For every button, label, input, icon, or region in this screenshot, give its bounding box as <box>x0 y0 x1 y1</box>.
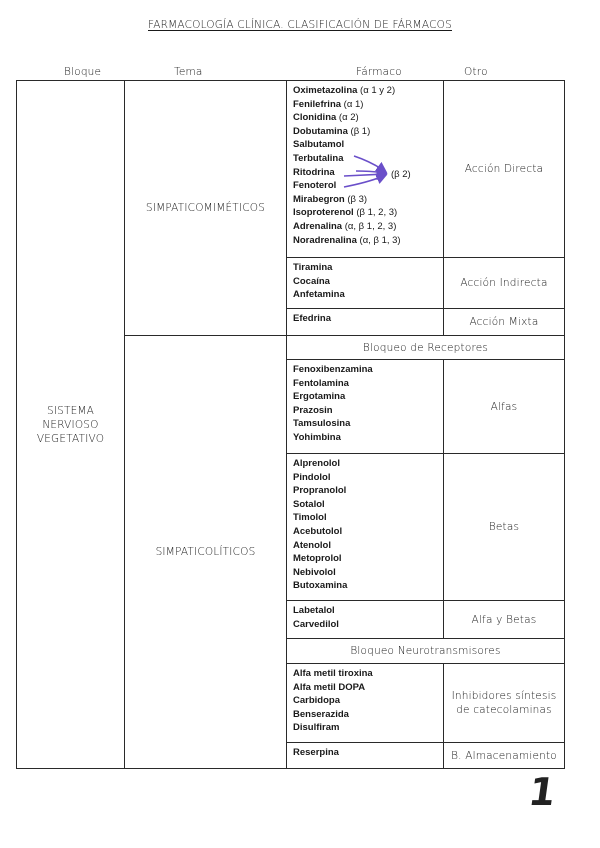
receptor-note: (β 1) <box>347 125 371 137</box>
drug-item <box>293 363 443 377</box>
otro-alfas: Alfas <box>444 360 565 454</box>
drug-item <box>293 431 443 445</box>
drug-item <box>293 552 443 566</box>
drug-name: Anfetamina <box>293 289 345 301</box>
drug-name: Sotalol <box>293 498 325 510</box>
receptor-note: (α 1 y 2) <box>357 85 396 96</box>
farmaco-cell-indirecta <box>287 258 444 309</box>
drug-item <box>293 98 443 112</box>
drug-item <box>293 206 443 220</box>
farmaco-cell-alfa-betas <box>287 601 444 639</box>
drug-item <box>293 417 443 431</box>
farmaco-cell-directa <box>287 81 444 258</box>
drug-item <box>293 377 443 391</box>
drug-name: Cocaína <box>293 275 330 287</box>
drug-item <box>293 694 443 708</box>
otro-alfa-y-betas: Alfa y Betas <box>444 601 565 639</box>
drug-name: Pindolol <box>293 471 331 483</box>
otro-accion-mixta: Acción Mixta <box>444 309 565 336</box>
drug-name: Oximetazolina <box>293 85 358 96</box>
drug-item <box>293 125 443 139</box>
drug-item <box>293 579 443 593</box>
otro-inhibidores-sintesis: Inhibidores síntesis de catecolaminas <box>444 664 565 743</box>
drug-item <box>293 404 443 418</box>
drug-item <box>293 681 443 695</box>
drug-name: Nebivolol <box>293 566 336 578</box>
drug-item <box>293 275 443 289</box>
column-header-tema: Tema <box>174 66 203 78</box>
drug-item <box>293 234 443 248</box>
drug-item <box>293 484 443 498</box>
drug-name: Alfa metil tiroxina <box>293 668 373 679</box>
drug-name: Ritodrina <box>293 166 335 178</box>
drug-name: Alfa metil DOPA <box>293 681 366 693</box>
drug-item <box>293 193 443 207</box>
column-header-bloque: Bloque <box>64 66 102 78</box>
column-header-farmaco: Fármaco <box>356 66 402 78</box>
drug-item <box>293 708 443 722</box>
drug-name: Atenolol <box>293 539 331 551</box>
drug-item <box>293 511 443 525</box>
drug-name: Benserazida <box>293 708 349 720</box>
header-bloqueo-neurotransmisores: Bloqueo Neurotransmisores <box>287 639 565 664</box>
drug-name: Mirabegron <box>293 193 345 205</box>
drug-name: Ergotamina <box>293 391 346 403</box>
farmaco-cell-alfas <box>287 360 444 454</box>
drug-item <box>293 152 443 166</box>
drug-name: Dobutamina <box>293 125 348 137</box>
drug-item <box>293 179 443 193</box>
drug-name: Clonidina <box>293 112 337 124</box>
drug-item <box>293 111 443 125</box>
drug-name: Tamsulosina <box>293 418 351 430</box>
drug-name: Tiramina <box>293 262 333 273</box>
header-bloqueo-receptores: Bloqueo de Receptores <box>287 336 565 360</box>
bloque-cell <box>17 81 125 769</box>
drug-name: Salbutamol <box>293 139 345 151</box>
receptor-note: (β 1, 2, 3) <box>353 207 398 219</box>
receptor-note: (β 3) <box>344 193 368 205</box>
drug-item <box>293 471 443 485</box>
drug-name: Isoproterenol <box>293 207 354 219</box>
farmaco-cell-mixta <box>287 309 444 336</box>
receptor-note: (α 2) <box>336 112 359 124</box>
drug-name: Labetalol <box>293 605 335 616</box>
drug-name: Carvedilol <box>293 618 339 630</box>
drug-item <box>293 566 443 580</box>
drug-name: Terbutalina <box>293 152 344 164</box>
drug-name: Butoxamina <box>293 580 348 592</box>
document-title: FARMACOLOGÍA CLÍNICA. CLASIFICACIÓN DE FÁRMACOS <box>148 19 452 31</box>
drug-item <box>293 525 443 539</box>
drug-item <box>293 667 443 681</box>
drug-name: Timolol <box>293 512 327 524</box>
drug-item <box>293 288 443 302</box>
drug-name: Prazosin <box>293 404 333 416</box>
drug-item <box>293 604 443 618</box>
drug-item <box>293 498 443 512</box>
classification-table <box>16 80 565 769</box>
otro-betas: Betas <box>444 454 565 601</box>
drug-name: Yohimbina <box>293 431 341 443</box>
drug-item <box>293 539 443 553</box>
drug-item <box>293 138 443 152</box>
drug-item <box>293 261 443 275</box>
drug-name: Fenoterol <box>293 180 337 192</box>
drug-name: Fentolamina <box>293 377 349 389</box>
otro-almacenamiento: B. Almacenamiento <box>444 743 565 769</box>
tema-simpaticoliticos: SIMPATICOLÍTICOS <box>125 336 287 769</box>
drug-name: Noradrenalina <box>293 234 357 246</box>
drug-name: Disulfiram <box>293 722 340 734</box>
drug-item <box>293 166 443 180</box>
bloque-label: SISTEMA NERVIOSO VEGETATIVO <box>36 404 105 445</box>
drug-name: Fenilefrina <box>293 98 342 110</box>
otro-accion-directa: Acción Directa <box>444 81 565 258</box>
drug-name: Metoprolol <box>293 553 342 565</box>
tema-simpaticomimeticos: SIMPATICOMIMÉTICOS <box>125 81 287 336</box>
drug-item <box>293 220 443 234</box>
drug-name: Acebutolol <box>293 525 343 537</box>
farmaco-cell-inhibidores <box>287 664 444 743</box>
drug-name: Reserpina <box>293 747 339 758</box>
receptor-note: (α, β 1, 3) <box>356 234 401 246</box>
drug-item <box>293 618 443 632</box>
drug-item <box>293 84 443 98</box>
receptor-note: (α 1) <box>341 98 364 110</box>
drug-name: Carbidopa <box>293 695 340 707</box>
drug-item <box>293 390 443 404</box>
column-header-otro: Otro <box>464 66 488 78</box>
farmaco-cell-betas <box>287 454 444 601</box>
drug-item <box>293 721 443 735</box>
drug-name: Fenoxibenzamina <box>293 364 373 375</box>
drug-item <box>293 457 443 471</box>
receptor-note: (α, β 1, 2, 3) <box>342 220 397 232</box>
page-number: 1 <box>525 770 559 814</box>
drug-item <box>293 312 443 326</box>
otro-accion-indirecta: Acción Indirecta <box>444 258 565 309</box>
beta2-group-note: (β 2) <box>391 169 411 180</box>
drug-name: Adrenalina <box>293 220 343 232</box>
drug-name: Alprenolol <box>293 458 340 469</box>
drug-name: Propranolol <box>293 485 347 497</box>
farmaco-cell-almacenamiento <box>287 743 444 769</box>
drug-item <box>293 746 443 760</box>
drug-name: Efedrina <box>293 313 332 324</box>
